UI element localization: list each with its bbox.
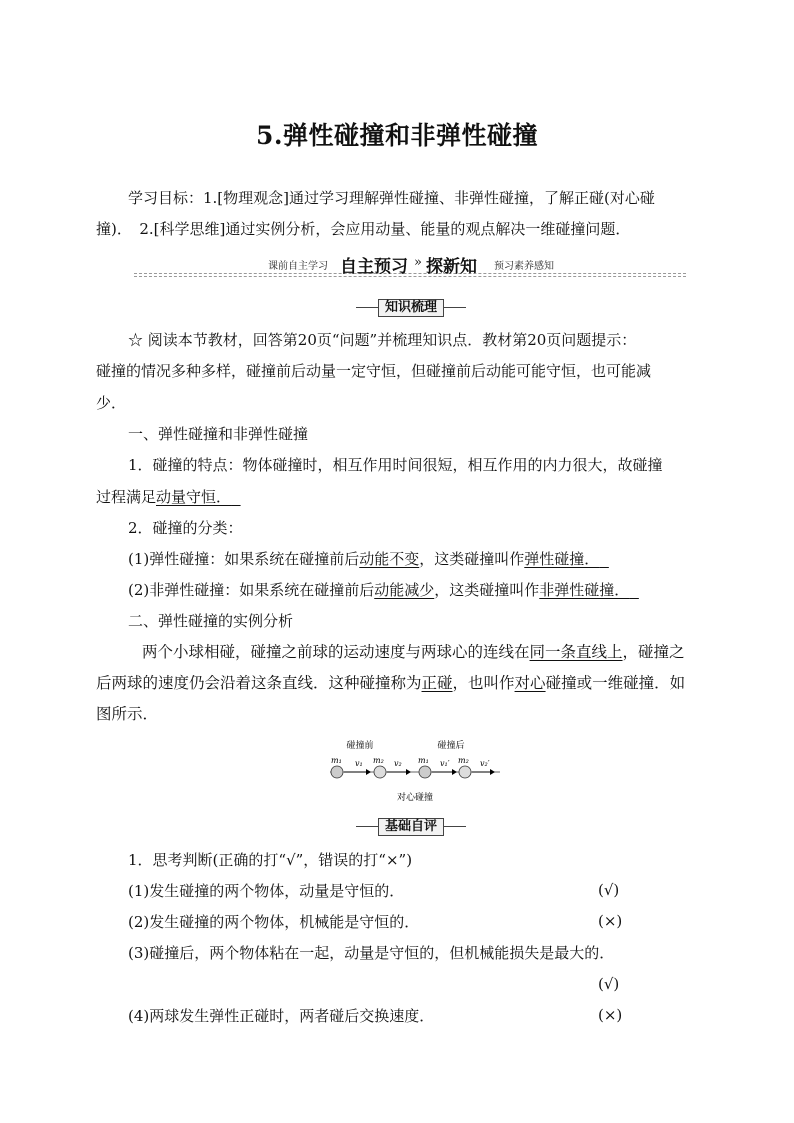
para-2: 2．碰撞的分类： [128,519,243,537]
heading-1: 一、弹性碰撞和非弹性碰撞 [128,425,309,443]
objectives-line-1: 学习目标：1.[物理观念]通过学习理解弹性碰撞、非弹性碰撞，了解正碰(对心碰 [128,189,655,207]
para-1-line-1: 1．碰撞的特点：物体碰撞时，相互作用时间很短，相互作用的内力很大，故碰撞 [128,456,663,474]
judge-mark-2: (×) [598,912,623,930]
figure-label-before: 碰撞前 [346,741,374,751]
ball-m2 [374,766,386,778]
ball-m2-after [459,766,471,778]
answer-blank: 同一条直线上 [529,643,623,661]
arrow-icon: » [414,255,422,270]
banner-left-text: 课前自主学习 [268,261,328,272]
intro-line-2: 碰撞的情况多种多样，碰撞前后动量一定守恒，但碰撞前后动能可能守恒，也可能减 [96,362,652,380]
judge-item-4: (4)两球发生弹性正碰时，两者碰后交换速度． [128,1007,435,1025]
label-v2-prime: v₂′ [480,759,490,768]
banner-right-text: 预习素养感知 [494,261,554,272]
svg-text:m₁: m₁ [418,756,429,765]
answer-blank: 对心 [514,674,546,692]
section-label: 基础自评 [378,818,444,836]
ball-m1-after [419,766,431,778]
answer-blank: 正碰 [421,674,453,692]
banner-title-1: 自主预习 [340,257,408,277]
judge-item-3: (3)碰撞后，两个物体粘在一起，动量是守恒的，但机械能损失是最大的． [128,944,615,962]
para-5-line-3: 图所示． [96,705,159,723]
answer-blank: 弹性碰撞． [524,550,600,568]
question-heading: 1．思考判断(正确的打“√”，错误的打“×”) [128,851,413,869]
figure-label-after: 碰撞后 [437,741,465,751]
para-3: (1)弹性碰撞：如果系统在碰撞前后动能不变，这类碰撞叫作弹性碰撞． [128,550,600,568]
answer-blank: 动能不变 [359,550,420,568]
svg-text:m₂: m₂ [458,756,469,765]
collision-figure [330,736,500,806]
intro-line-1: ☆ 阅读本节教材，回答第20页“问题”并梳理知识点．教材第20页问题提示： [128,331,637,349]
label-v2: v₂ [394,759,402,768]
label-m1: m₁ [331,756,342,765]
page-title: 5.弹性碰撞和非弹性碰撞 [255,121,539,150]
para-4: (2)非弹性碰撞：如果系统在碰撞前后动能减少，这类碰撞叫作非弹性碰撞． [128,581,630,599]
para-5-line-1: 两个小球相碰，碰撞之前球的运动速度与两球心的连线在同一条直线上，碰撞之 [142,643,685,661]
intro-line-3: 少． [96,394,127,412]
para-5-line-2: 后两球的速度仍会沿着这条直线．这种碰撞称为正碰，也叫作对心碰撞或一维碰撞．如 [96,674,686,692]
answer-blank: 非弹性碰撞． [539,581,630,599]
judge-item-2: (2)发生碰撞的两个物体，机械能是守恒的． [128,913,420,931]
section-header-self-test [356,818,466,836]
section-label: 知识梳理 [378,299,444,317]
answer-blank: 动能减少 [374,581,435,599]
label-v1-prime: v₁′ [440,759,450,768]
judge-item-1: (1)发生碰撞的两个物体，动量是守恒的． [128,882,405,900]
objectives-line-2: 撞)． 2.[科学思维]通过实例分析，会应用动量、能量的观点解决一维碰撞问题． [96,220,631,238]
judge-mark-1: (√) [598,881,620,899]
heading-2: 二、弹性碰撞的实例分析 [128,612,294,630]
answer-blank: 动量守恒． [156,488,232,506]
preview-banner [134,253,686,279]
para-1-line-2: 过程满足动量守恒． [96,488,232,506]
section-header-knowledge [356,299,466,317]
judge-mark-4: (×) [598,1006,623,1024]
figure-caption: 对心碰撞 [396,793,434,803]
ball-m1 [331,766,343,778]
banner-title-2: 探新知 [426,257,477,277]
judge-mark-3: (√) [598,975,620,993]
label-m2: m₂ [373,756,384,765]
label-v1: v₁ [355,759,363,768]
